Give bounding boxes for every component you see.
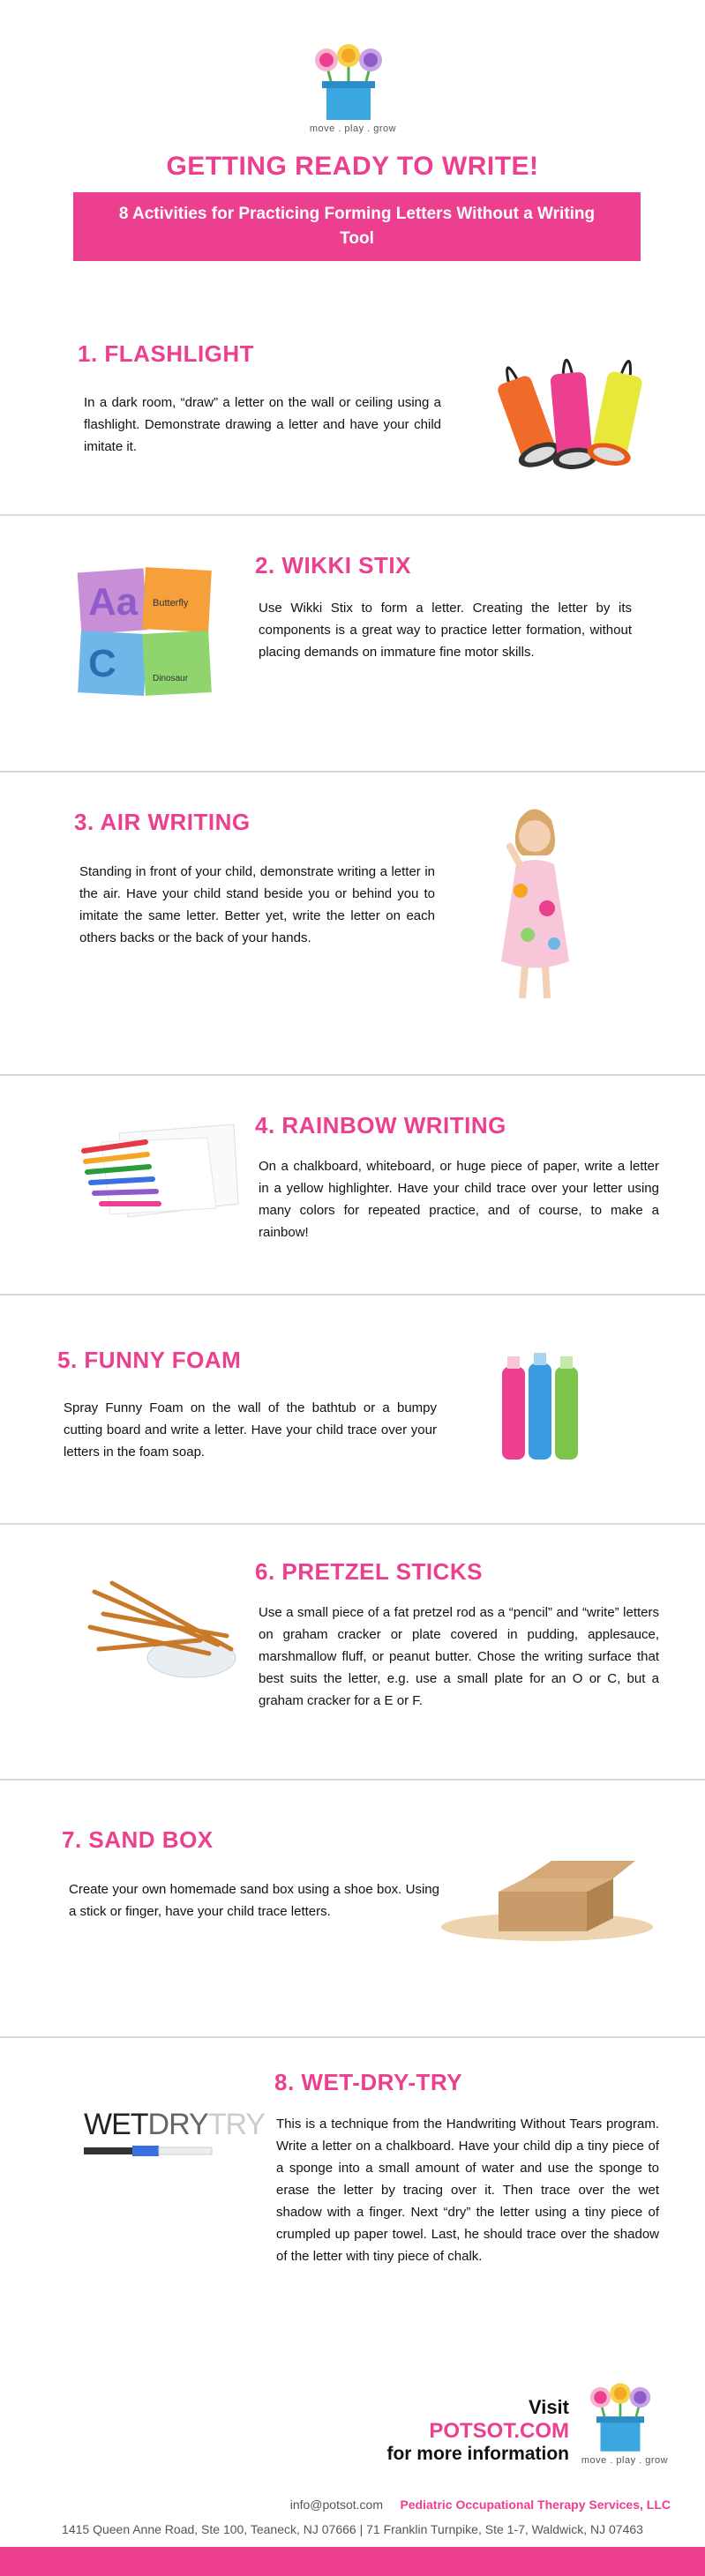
activity-7-text: Create your own homemade sand box using a shoe box. Using a stick or finger, have your child trace letters. [69,1882,439,1919]
tagline-small: move . play . grow [581,2455,669,2466]
crayons-paper-image [75,1116,243,1221]
tagline: move . play . grow [309,123,397,134]
activity-1-text: In a dark room, “draw” a letter on the wall or ceiling using a flashlight. Demonstrate drawing a letter and have your child imitate it. [84,395,441,454]
divider [0,1523,705,1525]
footer-company: Pediatric Occupational Therapy Services, LLC [400,2498,671,2512]
flower-pot-logo-icon [304,42,393,122]
flower-pot-logo-icon [581,2381,660,2453]
girl-pointing-image [485,803,582,1005]
activity-3-text: Standing in front of your child, demonstrate writing a letter in the air. Have your child stand beside you or behind you to imitate the same letter. Better yet, write the letter on each others backs or the back of your hands. [79,864,435,945]
activity-4-heading: 4. RAINBOW WRITING [255,1112,506,1139]
activity-8-heading: 8. WET-DRY-TRY [274,2069,463,2095]
activity-6-text: Use a small piece of a fat pretzel rod as a “pencil” and “write” letters on graham cracker or plate covered in pudding, applesauce, marshmallow fluff, or peanut butter. Chose the writing surface that best suits the letter, e.g. use a small plate for an O or C, but a graham cracker for a E or F. [259,1605,659,1708]
activity-5-heading: 5. FUNNY FOAM [57,1347,242,1373]
foam-cans-image [497,1349,585,1464]
cta-website-link[interactable]: POTSOT.COM [429,2419,569,2443]
bottom-bar [0,2547,705,2576]
cta-visit: Visit [528,2396,569,2418]
footer-contact [53,2498,671,2512]
footer-addresses: 1415 Queen Anne Road, Ste 100, Teaneck, NJ 07666 | 71 Franklin Turnpike, Ste 1-7, Waldwick, NJ 07463 [62,2522,643,2536]
card-word-dinosaur: Dinosaur [153,674,189,683]
page-title: GETTING READY TO WRITE! [166,152,539,181]
chalk-sponge-icon [84,2142,247,2160]
activity-3-heading: 3. AIR WRITING [74,809,251,835]
activity-8-text: This is a technique from the Handwriting Without Tears program. Write a letter on a chalkboard. Have your child dip a tiny piece of a sponge into a small amount of water and use the sponge to erase the letter by tracing over it. Then trace over the wet shadow with a finger. Next “dry” the letter using a tiny piece of crumpled up paper towel. Last, he should trace over the shadow of the letter with tiny piece of chalk. [276,2117,659,2264]
activity-5-text: Spray Funny Foam on the wall of the bathtub or a bumpy cutting board and write a letter. Have your child trace over your letters in the foam soap. [64,1400,437,1460]
flashlights-image [488,342,656,483]
activity-1-heading: 1. FLASHLIGHT [78,340,255,367]
footer-email[interactable]: info@potsot.com [289,2498,383,2512]
divider [0,1074,705,1076]
divider [0,2036,705,2038]
divider [0,1294,705,1295]
card-word-butterfly: Butterfly [153,598,189,609]
svg-text:C: C [88,642,116,685]
activity-6-heading: 6. PRETZEL STICKS [255,1558,483,1585]
subtitle-banner: 8 Activities for Practicing Forming Letters Without a Writing Tool [73,192,641,261]
dry-word: DRY [147,2108,208,2141]
activity-4-text: On a chalkboard, whiteboard, or huge piece of paper, write a letter in a yellow highlighter. Have your child trace over your letter using many colors for repeated practice, and of course, to make a rainbow! [259,1159,659,1240]
try-word: TRY [207,2108,266,2141]
pretzel-sticks-image [86,1574,240,1684]
svg-text:Aa: Aa [88,580,139,623]
logo-small [581,2381,669,2466]
wikki-stix-image [75,562,216,703]
activity-2-text: Use Wikki Stix to form a letter. Creating the letter by its components is a great way to practice letter formation, without placing demands on immature fine motor skills. [259,601,632,660]
activity-2-heading: 2. WIKKI STIX [255,552,411,579]
wet-word: WET [84,2108,148,2141]
divider [0,1779,705,1781]
wet-dry-try-image [84,2108,266,2160]
cta-more-info: for more information [386,2444,569,2464]
divider [0,514,705,516]
activity-7-heading: 7. SAND BOX [62,1826,214,1853]
divider [0,771,705,773]
visit-cta [353,2396,569,2465]
logo [304,42,401,134]
sand-box-image [437,1856,657,1945]
